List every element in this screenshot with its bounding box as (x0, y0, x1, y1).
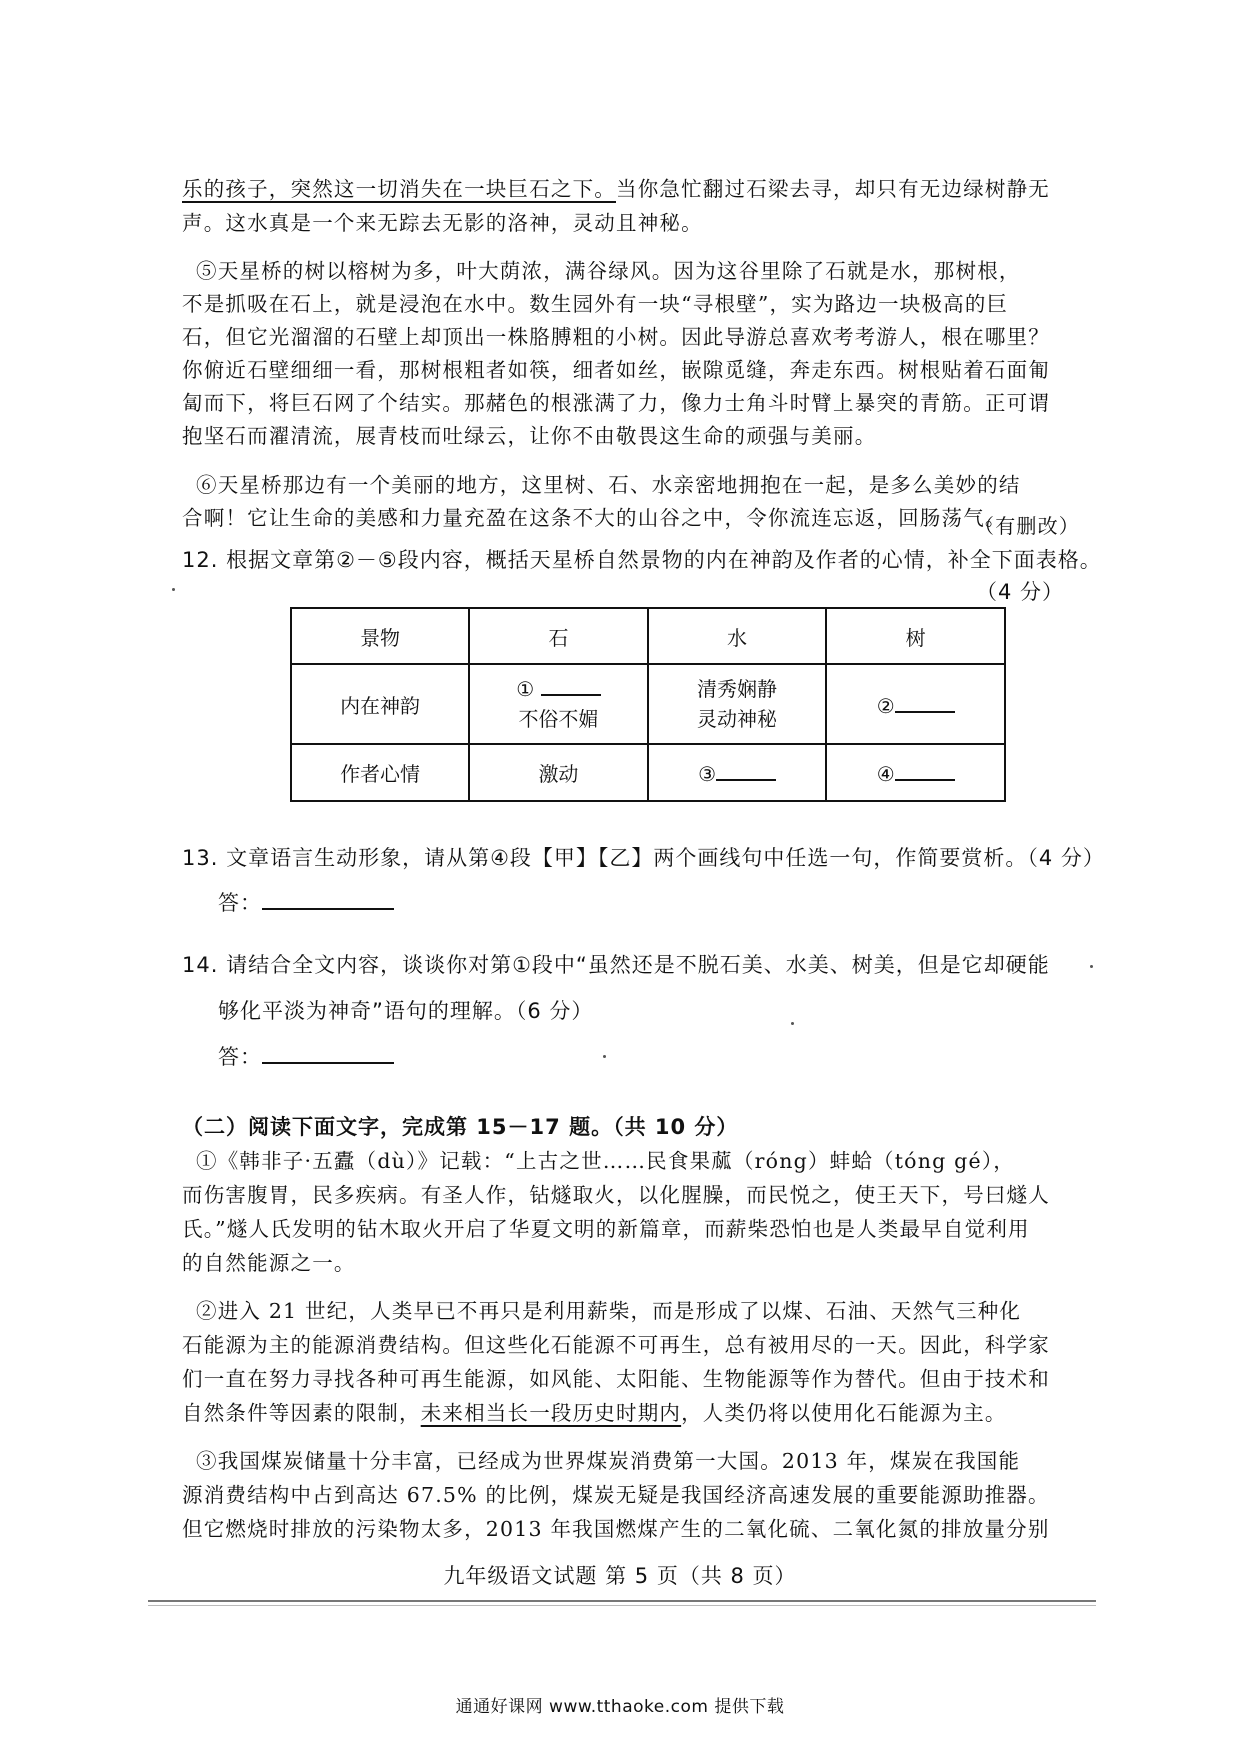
underlined-sentence: 乐的孩子，突然这一切消失在一块巨石之下。 (182, 177, 616, 201)
table-header-cell: 树 (826, 608, 1005, 664)
paragraph-5-line: 你俯近石壁细细一看，那树根粗者如筷，细者如丝，嵌隙觅缝，奔走东西。树根贴着石面匍 (182, 358, 1050, 382)
section2-p3-line: 源消费结构中占到高达 67.5% 的比例，煤炭无疑是我国经济高速发展的重要能源助推器。 (182, 1483, 1050, 1507)
passage-line: 声。这水真是一个来无踪去无影的洛神，灵动且神秘。 (182, 211, 703, 235)
answer-line: 答： (218, 888, 394, 918)
answer-blank-1[interactable] (541, 674, 601, 696)
table-header-cell: 石 (469, 608, 648, 664)
page-footer: 九年级语文试题 第 5 页（共 8 页） (443, 1564, 797, 1588)
section2-p1-line: 氏。”燧人氏发明的钻木取火开启了华夏文明的新篇章，而薪柴恐怕也是人类最早自觉利用 (182, 1217, 1030, 1241)
scan-speck (172, 588, 175, 591)
table-cell-water: ③ (648, 744, 827, 801)
answer-blank-4[interactable] (895, 759, 955, 781)
scan-speck (791, 1022, 794, 1025)
scan-speck (1090, 965, 1093, 968)
section2-p2-line: 们一直在努力寻找各种可再生能源，如风能、太阳能、生物能源等作为替代。但由于技术和 (182, 1367, 1050, 1391)
section2-p2-line: 自然条件等因素的限制，未来相当长一段历史时期内，人类仍将以使用化石能源为主。 (182, 1401, 1007, 1425)
answer-blank-14[interactable] (262, 1042, 394, 1064)
section2-p3-line: 但它燃烧时排放的污染物太多，2013 年我国燃煤产生的二氧化硫、二氧化氮的排放量分别 (182, 1517, 1050, 1541)
section2-p2-line: 石能源为主的能源消费结构。但这些化石能源不可再生，总有被用尽的一天。因此，科学家 (182, 1333, 1050, 1357)
question-14: 够化平淡为神奇”语句的理解。（6 分） (218, 999, 594, 1023)
section2-p1-line: ①《韩非子·五蠹（dù）》记载：“上古之世……民食果蓏（róng）蚌蛤（tóng gé）， (196, 1149, 1015, 1173)
answer-table (290, 607, 1006, 802)
underlined-phrase: 未来相当长一段历史时期内 (420, 1401, 682, 1425)
section2-p1-line: 而伤害腹胃，民多疾病。有圣人作，钻燧取火，以化腥臊，而民悦之，使王天下，号曰燧人 (182, 1183, 1050, 1207)
divider (148, 1605, 1096, 1606)
section-heading: （二）阅读下面文字，完成第 15－17 题。（共 10 分） (182, 1115, 739, 1139)
answer-blank-2[interactable] (895, 691, 955, 713)
table-cell-water: 清秀娴静 灵动神秘 (648, 664, 827, 744)
table-row-label: 作者心情 (291, 744, 469, 801)
question-14: 14. 请结合全文内容，谈谈你对第①段中“虽然还是不脱石美、水美、树美，但是它却硬能 (182, 953, 1050, 977)
answer-blank-13[interactable] (262, 888, 394, 910)
table-cell-tree: ② (826, 664, 1005, 744)
paragraph-6-line: ⑥天星桥那边有一个美丽的地方，这里树、石、水亲密地拥抱在一起，是多么美妙的结 (196, 473, 1021, 497)
divider (148, 1600, 1096, 1602)
question-13: 13. 文章语言生动形象，请从第④段【甲】【乙】两个画线句中任选一句，作简要赏析。（4 分） (182, 846, 1105, 870)
question-12: 12. 根据文章第②－⑤段内容，概括天星桥自然景物的内在神韵及作者的心情，补全下面表格。 (182, 548, 1102, 572)
table-header-cell: 水 (648, 608, 827, 664)
table-cell-stone: ① 不俗不媚 (469, 664, 648, 744)
paragraph-5-line: ⑤天星桥的树以榕树为多，叶大荫浓，满谷绿风。因为这谷里除了石就是水，那树根， (196, 259, 1021, 283)
paragraph-5-line: 不是抓吸在石上，就是浸泡在水中。数生园外有一块“寻根壁”，实为路边一块极高的巨 (182, 292, 1009, 316)
paragraph-5-line: 石，但它光溜溜的石壁上却顶出一株胳膊粗的小树。因此导游总喜欢考考游人，根在哪里？ (182, 325, 1050, 349)
passage-line: 乐的孩子，突然这一切消失在一块巨石之下。当你急忙翻过石梁去寻，却只有无边绿树静无 (182, 177, 1050, 201)
table-row-label: 内在神韵 (291, 664, 469, 744)
table-cell-tree: ④ (826, 744, 1005, 801)
source-note: （有删改） (974, 514, 1080, 538)
scan-speck (603, 1055, 606, 1058)
question-12-points: （4 分） (976, 580, 1065, 604)
section2-p2-line: ②进入 21 世纪，人类早已不再只是利用薪柴，而是形成了以煤、石油、天然气三种化 (196, 1299, 1022, 1323)
section2-p3-line: ③我国煤炭储量十分丰富，已经成为世界煤炭消费第一大国。2013 年，煤炭在我国能 (196, 1449, 1021, 1473)
paragraph-5-line: 匐而下，将巨石网了个结实。那赭色的根涨满了力，像力士角斗时臂上暴突的青筋。正可谓 (182, 391, 1050, 415)
paragraph-6-line: 合啊！它让生命的美感和力量充盈在这条不大的山谷之中，令你流连忘返，回肠荡气。 (182, 506, 1007, 530)
answer-blank-3[interactable] (716, 759, 776, 781)
table-header-cell: 景物 (291, 608, 469, 664)
section2-p1-line: 的自然能源之一。 (182, 1251, 356, 1275)
answer-line: 答： (218, 1042, 394, 1072)
paragraph-5-line: 抱坚石而濯清流，展青枝而吐绿云，让你不由敬畏这生命的顽强与美丽。 (182, 424, 877, 448)
table-cell-stone: 激动 (469, 744, 648, 801)
watermark-text: 通通好课网 www.tthaoke.com 提供下载 (455, 1697, 785, 1717)
